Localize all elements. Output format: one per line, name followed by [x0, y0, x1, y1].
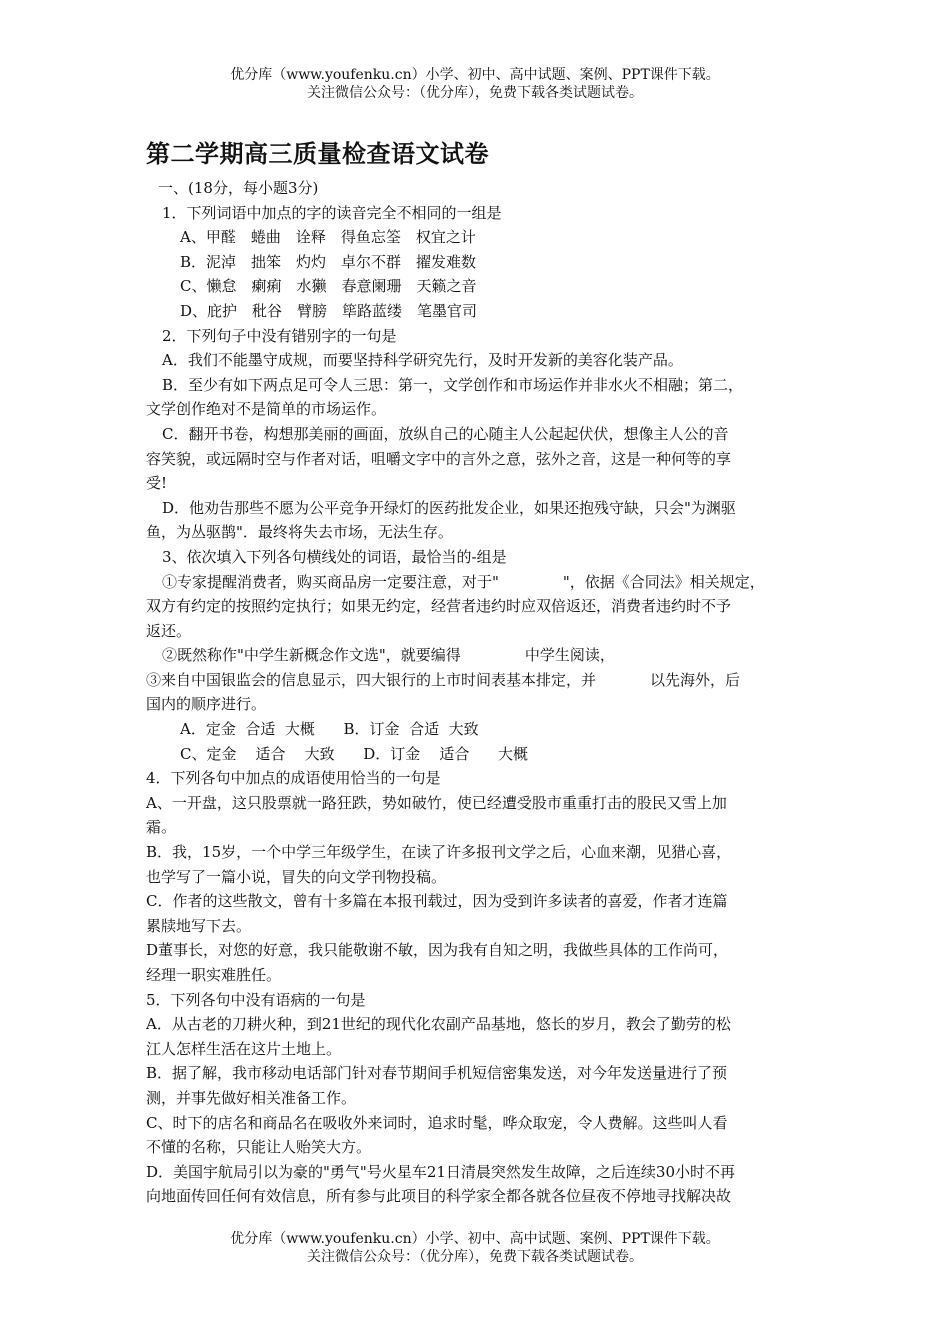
question-4-option-b-cont: 也学写了一篇小说，冒失的向文学刊物投稿。 [146, 867, 447, 886]
question-4-stem: 4．下列各句中加点的成语使用恰当的一句是 [146, 769, 441, 788]
question-5-option-a-cont: 江人怎样生活在这片土地上。 [146, 1039, 342, 1058]
question-2-option-b-cont: 文学创作绝对不是简单的市场运作。 [146, 400, 387, 419]
question-3-options-ab: A．定金 合适 大概 B．订金 合适 大致 [180, 720, 479, 739]
sentence-2-part-a: ②既然称作"中学生新概念作文选"，就要编得 [162, 646, 461, 665]
question-5-option-b: B．据了解，我市移动电话部门针对春节期间手机短信密集发送，对今年发送量进行了预 [146, 1064, 728, 1083]
question-1-stem: 1．下列词语中加点的字的读音完全不相同的一组是 [162, 203, 502, 222]
question-1-option-a: A、甲醛 蜷曲 诠释 得鱼忘筌 权宜之计 [180, 228, 476, 247]
question-2-option-d: D．他劝告那些不愿为公平竞争开绿灯的医药批发企业，如果还抱残守缺，只会"为渊驱 [162, 498, 736, 517]
question-3-sentence-1-cont: 双方有约定的按照约定执行；如果无约定，经营者违约时应双倍返还，消费者违约时不予 [146, 597, 732, 616]
footer-line-2: 关注微信公众号：（优分库），免费下载各类试题试卷。 [307, 1249, 643, 1265]
question-5-option-d: D．美国宇航局引以为豪的"勇气"号火星车21日清晨突然发生故障，之后连续30小时不再 [146, 1162, 736, 1181]
question-2-option-c-cont: 容笑貌，或远隔时空与作者对话，咀嚼文字中的言外之意，弦外之音，这是一种何等的享 [146, 449, 732, 468]
question-2-option-b: B．至少有如下两点足可令人三思：第一，文学创作和市场运作并非水火不相融；第二， [162, 375, 744, 394]
question-2-stem: 2．下列句子中没有错别字的一句是 [162, 326, 397, 345]
question-5-option-b-cont: 测，并事先做好相关准备工作。 [146, 1088, 357, 1107]
page-header [0, 66, 950, 102]
sentence-3-part-b: 以先海外，后 [650, 670, 741, 689]
question-1-option-b: B．泥淖 拙笨 灼灼 卓尔不群 擢发难数 [180, 252, 477, 271]
question-4-option-b: B．我，15岁，一个中学三年级学生，在读了许多报刊文学之后，心血来潮，见猎心喜， [146, 843, 732, 862]
question-3-sentence-1-end: 返还。 [146, 621, 192, 640]
question-4-option-a: A、一开盘，这只股票就一路狂跌，势如破竹，使已经遭受股市重重打击的股民又雪上加 [146, 793, 727, 812]
question-4-option-c-cont: 累牍地写下去。 [146, 916, 252, 935]
sentence-2-part-b: 中学生阅读， [524, 646, 615, 665]
question-3-options-cd: C、定金 适合 大致 D．订金 适合 大概 [180, 744, 528, 763]
question-4-option-a-cont: 霜。 [146, 818, 177, 837]
question-2-option-c-end: 受! [146, 474, 168, 493]
question-4-option-d-cont: 经理一职实难胜任。 [146, 966, 282, 984]
page-footer [0, 1230, 950, 1266]
question-3-sentence-2 [146, 643, 816, 668]
question-5-stem: 5．下列各句中没有语病的一句是 [146, 990, 366, 1009]
question-3-sentence-3 [146, 668, 816, 693]
header-line-1: 优分库（www.youfenku.cn）小学、初中、高中试题、案例、PPT课件下载。 [230, 67, 720, 83]
question-4-option-c: C．作者的这些散文，曾有十多篇在本报刊载过，因为受到许多读者的喜爱，作者才连篇 [146, 892, 728, 911]
question-5-option-d-cont: 向地面传回任何有效信息，所有参与此项目的科学家全都各就各位昼夜不停地寻找解决故 [146, 1187, 732, 1206]
question-2-option-d-cont: 鱼，为丛驱鹊"．最终将失去市场，无法生存。 [146, 523, 453, 542]
question-1-option-d: D、庇护 秕谷 臂膀 筚路蓝缕 笔墨官司 [180, 301, 478, 320]
question-3-stem: 3、依次填入下列各句横线处的词语，最恰当的-组是 [162, 547, 507, 566]
question-5-option-a: A．从古老的刀耕火种，到21世纪的现代化农副产品基地，悠长的岁月，教会了勤劳的松 [146, 1015, 731, 1034]
sentence-1-part-b: "，依据《合同法》相关规定， [562, 572, 765, 591]
sentence-1-part-a: ①专家提醒消费者，购买商品房一定要注意，对于" [162, 572, 499, 591]
section-heading: 一、(18分，每小题3分) [158, 179, 319, 197]
exam-body [146, 176, 816, 1209]
question-5-option-c: C、时下的店名和商品名在吸收外来词时，追求时髦，哗众取宠，令人费解。这些叫人看 [146, 1113, 728, 1132]
question-1-option-c: C、懒怠 瘌痢 水獭 春意阑珊 天籁之音 [180, 277, 477, 296]
question-4-option-d: D董事长，对您的好意，我只能敬谢不敏，因为我有自知之明，我做些具体的工作尚可， [146, 941, 729, 960]
question-2-option-a: A．我们不能墨守成规，而要坚持科学研究先行，及时开发新的美容化装产品。 [162, 351, 683, 370]
question-2-option-c: C．翻开书卷，构想那美丽的画面，放纵自己的心随主人公起起伏伏，想像主人公的音 [162, 424, 729, 443]
question-3-sentence-1 [146, 570, 816, 595]
exam-title: 第二学期高三质量检查语文试卷 [146, 140, 489, 168]
question-5-option-c-cont: 不懂的名称，只能让人贻笑大方。 [146, 1138, 372, 1157]
header-line-2: 关注微信公众号：（优分库），免费下载各类试题试卷。 [307, 85, 643, 101]
footer-line-1: 优分库（www.youfenku.cn）小学、初中、高中试题、案例、PPT课件下载。 [230, 1231, 720, 1247]
sentence-3-part-a: ③来自中国银监会的信息显示，四大银行的上市时间表基本排定，并 [146, 670, 597, 689]
question-3-sentence-3-cont: 国内的顺序进行。 [146, 695, 267, 714]
